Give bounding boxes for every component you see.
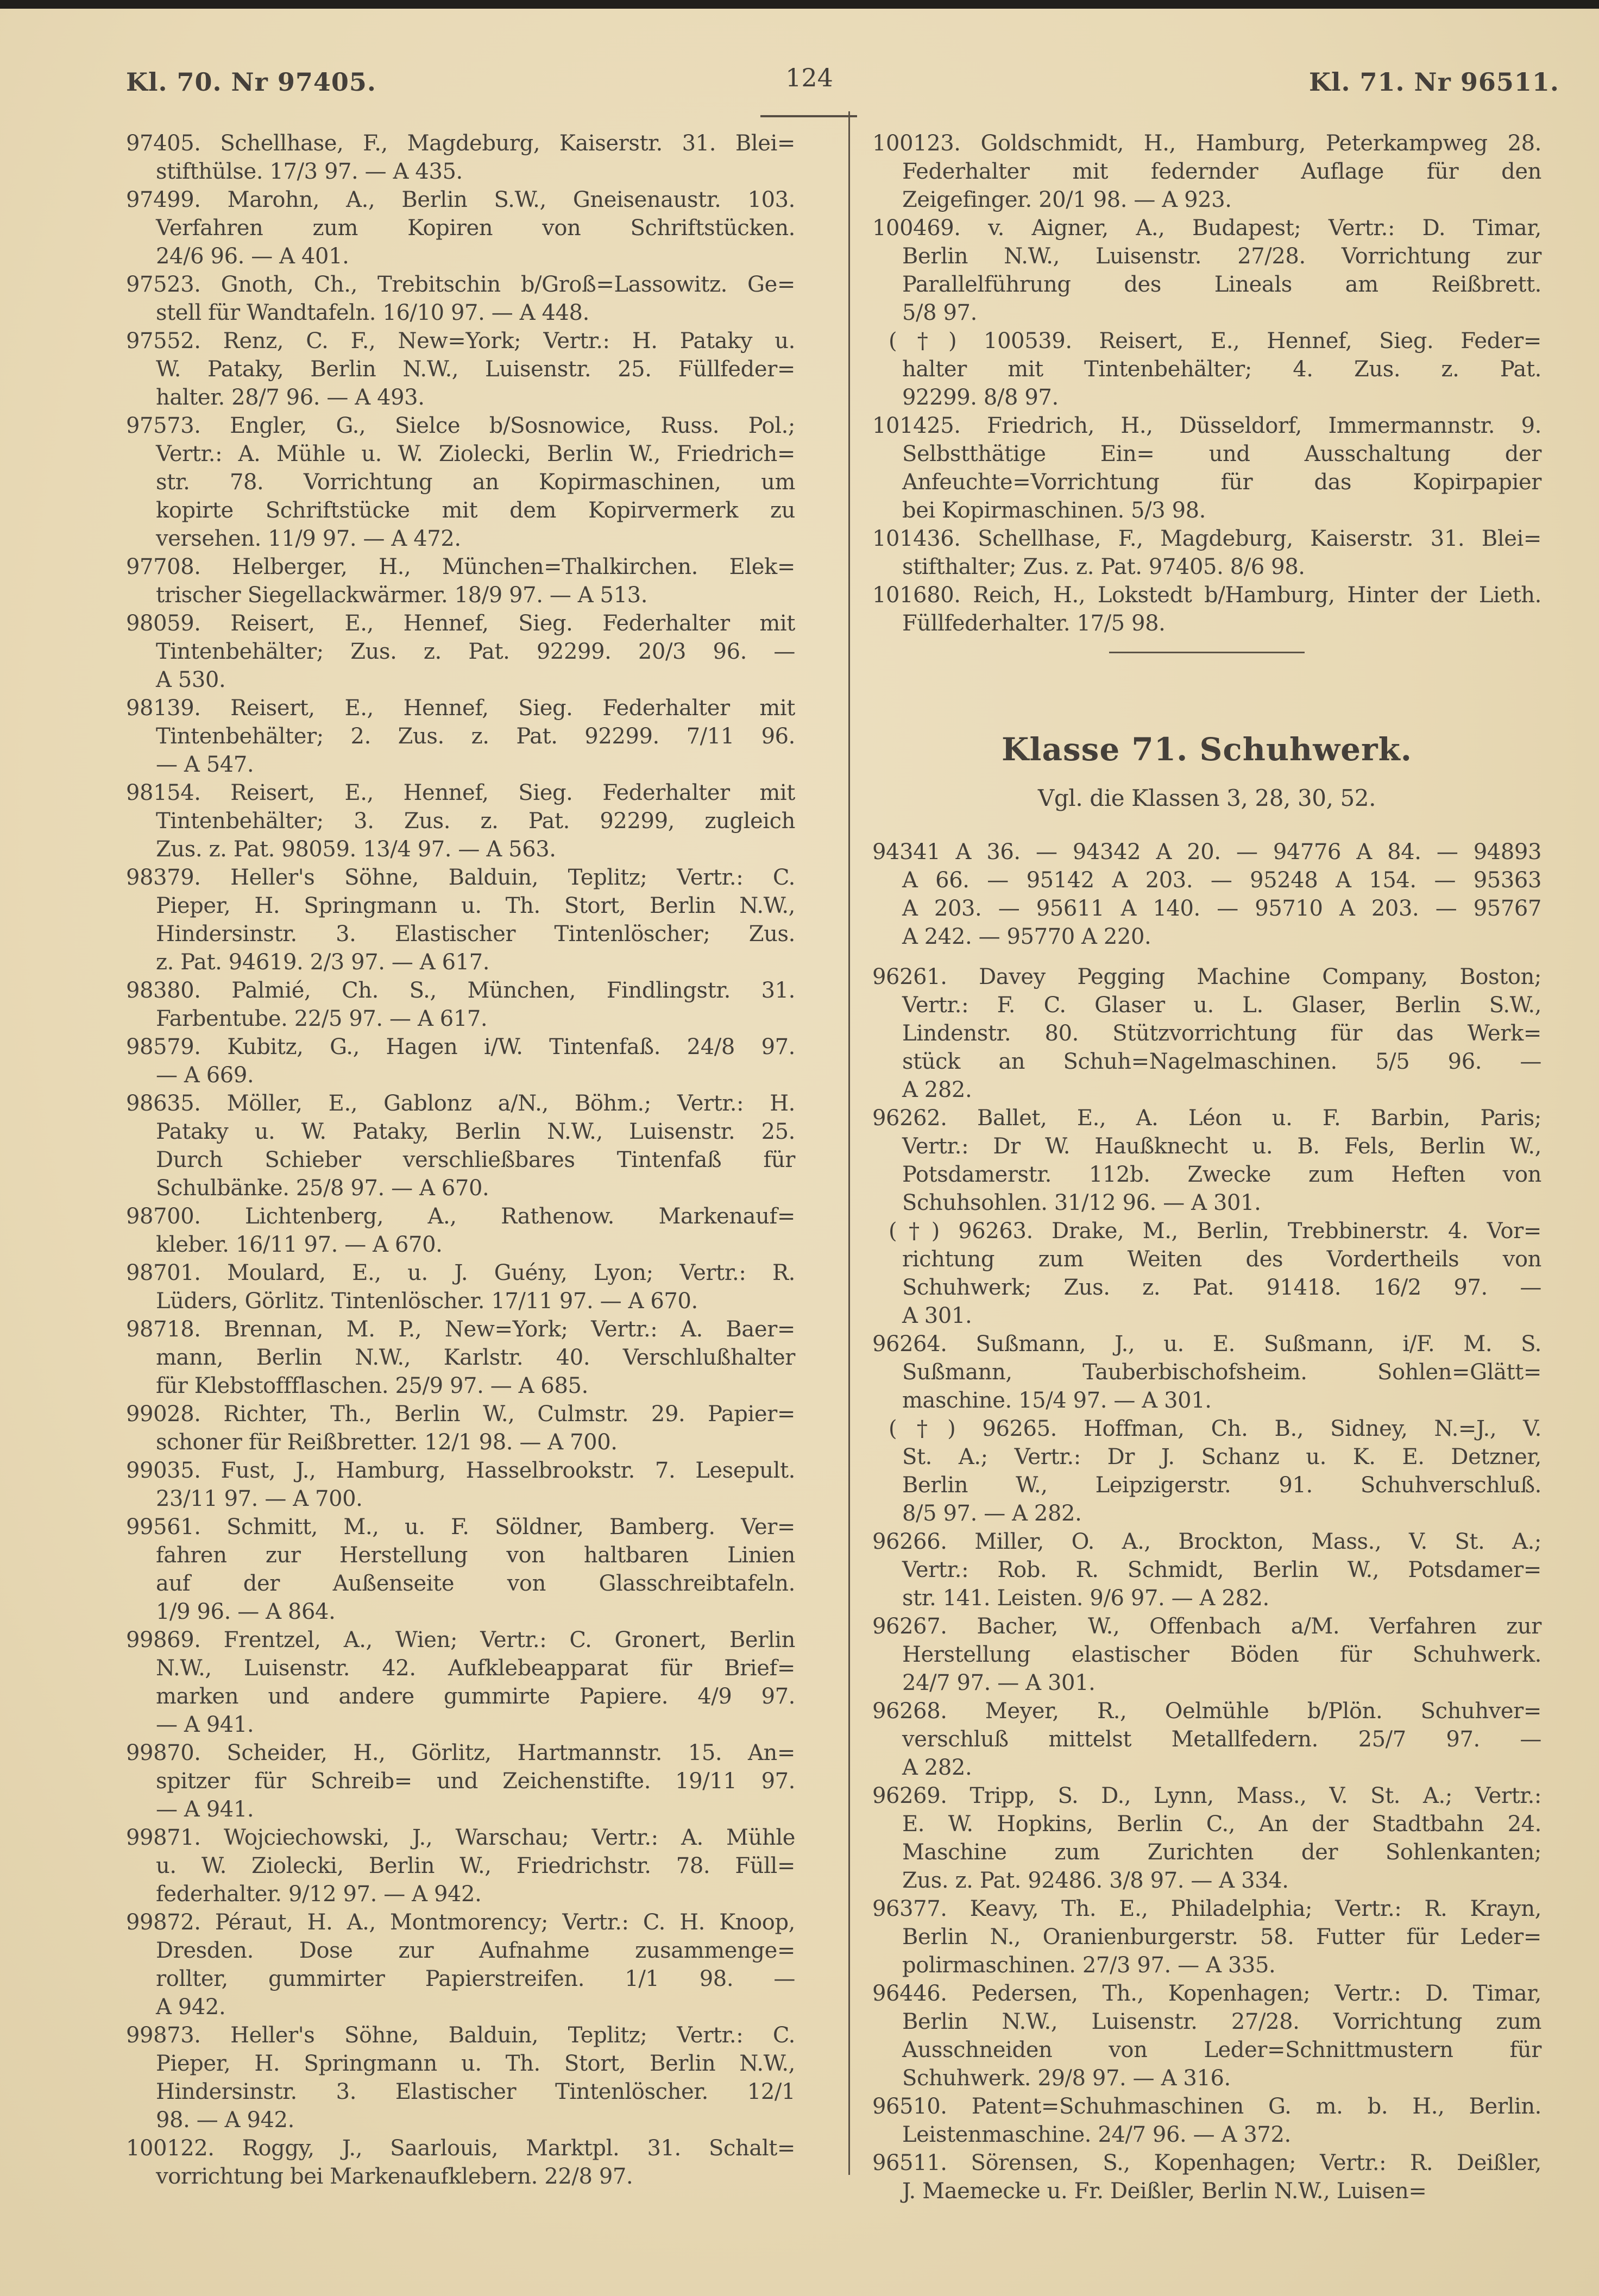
entry-line: spitzer für Schreib= und Zeichenstifte. 19/11 97. bbox=[156, 1769, 795, 1794]
entry-line: Schuhsohlen. 31/12 96. — A 301. bbox=[902, 1190, 1261, 1215]
entry-line: Lindenstr. 80. Stützvorrichtung für das Werk= bbox=[902, 1021, 1541, 1046]
entry-line: Pieper, H. Springmann u. Th. Stort, Berlin N.W., bbox=[156, 2051, 795, 2076]
entry-line: halter. 28/7 96. — A 493. bbox=[156, 385, 425, 410]
entry-line: Vertr.: Dr W. Haußknecht u. B. Fels, Berlin W., bbox=[902, 1134, 1541, 1159]
patent-entry bbox=[126, 976, 795, 1033]
patent-entry bbox=[126, 1513, 795, 1626]
entry-line: 98700. Lichtenberg, A., Rathenow. Markenauf= bbox=[126, 1204, 795, 1229]
entry-line: verschluß mittelst Metallfedern. 25/7 97. — bbox=[902, 1727, 1541, 1752]
patent-entry bbox=[126, 1824, 795, 1908]
entry-line: Lüders, Görlitz. Tintenlöscher. 17/11 97. — A 670. bbox=[156, 1289, 698, 1314]
entry-line: halter mit Tintenbehälter; 4. Zus. z. Pat. bbox=[902, 357, 1541, 382]
patent-entry bbox=[872, 214, 1541, 327]
entry-line: (†) 96265. Hoffman, Ch. B., Sidney, N.=J., V. bbox=[889, 1416, 1541, 1441]
patent-entry bbox=[872, 129, 1541, 214]
patent-entry bbox=[126, 779, 795, 863]
entry-line: 101680. Reich, H., Lokstedt b/Hamburg, Hinter der Lieth. bbox=[872, 583, 1541, 608]
column-divider-rule bbox=[848, 111, 850, 2175]
entry-line: Berlin N.W., Luisenstr. 27/28. Vorrichtung zum bbox=[902, 2009, 1541, 2034]
entry-line: 98718. Brennan, M. P., New=York; Vertr.: A. Baer= bbox=[126, 1317, 795, 1342]
patent-entry bbox=[126, 129, 795, 186]
entry-line: Vertr.: A. Mühle u. W. Ziolecki, Berlin W., Friedrich= bbox=[156, 441, 795, 466]
entry-line: 99870. Scheider, H., Görlitz, Hartmannstr. 15. An= bbox=[126, 1740, 795, 1765]
entry-line: 101425. Friedrich, H., Düsseldorf, Immermannstr. 9. bbox=[872, 413, 1541, 438]
entry-line: trischer Siegellackwärmer. 18/9 97. — A 513. bbox=[156, 583, 648, 608]
entry-line: N.W., Luisenstr. 42. Aufklebeapparat für Brief= bbox=[156, 1656, 795, 1681]
patent-entry bbox=[126, 1456, 795, 1513]
entry-line: Pataky u. W. Pataky, Berlin N.W., Luisenstr. 25. bbox=[156, 1119, 795, 1144]
entry-line: 98379. Heller's Söhne, Balduin, Teplitz; Vertr.: C. bbox=[126, 865, 795, 890]
entry-line: 96446. Pedersen, Th., Kopenhagen; Vertr.: D. Timar, bbox=[872, 1981, 1541, 2006]
entry-line: — A 941. bbox=[156, 1797, 254, 1822]
entry-line: 99869. Frentzel, A., Wien; Vertr.: C. Gronert, Berlin bbox=[126, 1628, 795, 1652]
entry-line: fahren zur Herstellung von haltbaren Linien bbox=[156, 1543, 795, 1568]
entry-line: 96266. Miller, O. A., Brockton, Mass., V. St. A.; bbox=[872, 1529, 1541, 1554]
patent-entry bbox=[872, 963, 1541, 1104]
entry-line: stell für Wandtafeln. 16/10 97. — A 448. bbox=[156, 300, 589, 325]
entry-line: Füllfederhalter. 17/5 98. bbox=[902, 611, 1166, 636]
entry-line: Pieper, H. Springmann u. Th. Stort, Berlin N.W., bbox=[156, 893, 795, 918]
entry-line: Berlin N., Oranienburgerstr. 58. Futter für Leder= bbox=[902, 1925, 1541, 1950]
entry-line: 100122. Roggy, J., Saarlouis, Marktpl. 31. Schalt= bbox=[126, 2136, 795, 2161]
entry-line: stück an Schuh=Nagelmaschinen. 5/5 96. — bbox=[902, 1049, 1541, 1074]
entry-line: 94341 A 36. — 94342 A 20. — 94776 A 84. — 94893 bbox=[872, 840, 1541, 865]
patent-entry bbox=[872, 1979, 1541, 2092]
entry-line: 99873. Heller's Söhne, Balduin, Teplitz; Vertr.: C. bbox=[126, 2023, 795, 2048]
patent-entry bbox=[872, 1104, 1541, 1217]
patent-entry bbox=[126, 1908, 795, 2021]
entry-line: Selbstthätige Ein= und Ausschaltung der bbox=[902, 441, 1541, 466]
patent-entry bbox=[872, 1415, 1541, 1528]
entry-line: 97523. Gnoth, Ch., Trebitschin b/Groß=Lassowitz. Ge= bbox=[126, 272, 795, 297]
entry-line: 101436. Schellhase, F., Magdeburg, Kaiserstr. 31. Blei= bbox=[872, 526, 1541, 551]
patent-entry bbox=[872, 2149, 1541, 2205]
entry-line: Berlin N.W., Luisenstr. 27/28. Vorrichtung zur bbox=[902, 244, 1541, 269]
entry-line: Schuhwerk; Zus. z. Pat. 91418. 16/2 97. — bbox=[902, 1275, 1541, 1300]
entry-line: Sußmann, Tauberbischofsheim. Sohlen=Glätt= bbox=[902, 1360, 1541, 1385]
patent-entry bbox=[126, 186, 795, 270]
number-refs bbox=[872, 838, 1541, 951]
patent-entry bbox=[126, 694, 795, 779]
entry-line: A 282. bbox=[902, 1077, 972, 1102]
entry-line: stifthülse. 17/3 97. — A 435. bbox=[156, 159, 463, 184]
entry-line: Vertr.: Rob. R. Schmidt, Berlin W., Potsdamer= bbox=[902, 1557, 1541, 1582]
page-number-underline bbox=[760, 115, 857, 117]
entry-line: Zus. z. Pat. 92486. 3/8 97. — A 334. bbox=[902, 1868, 1289, 1893]
entry-line: Leistenmaschine. 24/7 96. — A 372. bbox=[902, 2122, 1291, 2147]
entry-line: Tintenbehälter; 2. Zus. z. Pat. 92299. 7/11 96. bbox=[156, 724, 795, 749]
entry-line: auf der Außenseite von Glasschreibtafeln. bbox=[156, 1571, 795, 1596]
entry-line: Tintenbehälter; 3. Zus. z. Pat. 92299, zugleich bbox=[156, 809, 795, 834]
entry-line: (†) 100539. Reisert, E., Hennef, Sieg. Feder= bbox=[889, 329, 1541, 354]
entry-line: 5/8 97. bbox=[902, 300, 977, 325]
running-header-left: Kl. 70. Nr 97405. bbox=[126, 67, 376, 97]
entry-line: bei Kopirmaschinen. 5/3 98. bbox=[902, 498, 1206, 523]
entry-line: 97708. Helberger, H., München=Thalkirchen. Elek= bbox=[126, 554, 795, 579]
entry-line: Federhalter mit federnder Auflage für den bbox=[902, 159, 1541, 184]
entry-line: 1/9 96. — A 864. bbox=[156, 1599, 336, 1624]
patent-entry bbox=[126, 2134, 795, 2191]
entry-line: Potsdamerstr. 112b. Zwecke zum Heften von bbox=[902, 1162, 1541, 1187]
entry-line: A 942. bbox=[156, 1995, 226, 2020]
entry-line: mann, Berlin N.W., Karlstr. 40. Verschlußhalter bbox=[156, 1345, 795, 1370]
entry-line: A 203. — 95611 A 140. — 95710 A 203. — 95767 bbox=[902, 896, 1541, 921]
entry-line: — A 547. bbox=[156, 752, 254, 777]
entry-line: kopirte Schriftstücke mit dem Kopirvermerk zu bbox=[156, 498, 795, 523]
entry-line: Dresden. Dose zur Aufnahme zusammenge= bbox=[156, 1938, 795, 1963]
patent-entry bbox=[126, 609, 795, 694]
patent-entry bbox=[872, 1330, 1541, 1415]
patent-entry bbox=[126, 1033, 795, 1089]
patent-entry bbox=[872, 1528, 1541, 1612]
entry-line: str. 141. Leisten. 9/6 97. — A 282. bbox=[902, 1586, 1269, 1611]
patent-entry bbox=[126, 2021, 795, 2134]
patent-entry bbox=[126, 1089, 795, 1202]
entry-line: W. Pataky, Berlin N.W., Luisenstr. 25. Füllfeder= bbox=[156, 357, 795, 382]
entry-line: 96268. Meyer, R., Oelmühle b/Plön. Schuhver= bbox=[872, 1699, 1541, 1724]
entry-line: Schuhwerk. 29/8 97. — A 316. bbox=[902, 2066, 1231, 2091]
entry-line: 96377. Keavy, Th. E., Philadelphia; Vertr.: R. Krayn, bbox=[872, 1896, 1541, 1921]
entry-line: 98380. Palmié, Ch. S., München, Findlingstr. 31. bbox=[126, 978, 795, 1003]
entry-line: kleber. 16/11 97. — A 670. bbox=[156, 1232, 443, 1257]
entry-line: 98139. Reisert, E., Hennef, Sieg. Federhalter mit bbox=[126, 696, 795, 721]
patent-entry bbox=[126, 412, 795, 553]
patent-entry bbox=[872, 525, 1541, 581]
patent-entry bbox=[872, 327, 1541, 412]
entry-line: Farbentube. 22/5 97. — A 617. bbox=[156, 1006, 488, 1031]
patent-entry bbox=[126, 1400, 795, 1456]
entry-line: Verfahren zum Kopiren von Schriftstücken. bbox=[156, 216, 795, 241]
entry-line: z. Pat. 94619. 2/3 97. — A 617. bbox=[156, 950, 490, 975]
entry-line: vorrichtung bei Markenaufklebern. 22/8 97. bbox=[156, 2164, 633, 2189]
entry-line: St. A.; Vertr.: Dr J. Schanz u. K. E. Detzner, bbox=[902, 1445, 1541, 1469]
entry-line: A 66. — 95142 A 203. — 95248 A 154. — 95363 bbox=[902, 868, 1541, 893]
entry-line: für Klebstoffflaschen. 25/9 97. — A 685. bbox=[156, 1373, 588, 1398]
patent-entry bbox=[872, 412, 1541, 525]
entry-line: A 242. — 95770 A 220. bbox=[902, 924, 1151, 949]
class-71-subheading: Vgl. die Klassen 3, 28, 30, 52. bbox=[1037, 785, 1376, 811]
entry-line: Ausschneiden von Leder=Schnittmustern für bbox=[902, 2038, 1541, 2062]
entry-line: 96262. Ballet, E., A. Léon u. F. Barbin, Paris; bbox=[872, 1106, 1541, 1131]
entry-line: u. W. Ziolecki, Berlin W., Friedrichstr. 78. Füll= bbox=[156, 1853, 795, 1878]
running-header-right: Kl. 71. Nr 96511. bbox=[1309, 67, 1559, 97]
entry-line: Zus. z. Pat. 98059. 13/4 97. — A 563. bbox=[156, 837, 556, 862]
right-column bbox=[872, 129, 1541, 2205]
patent-entry bbox=[126, 1739, 795, 1824]
entry-line: marken und andere gummirte Papiere. 4/9 97. bbox=[156, 1684, 795, 1709]
entry-line: Anfeuchte=Vorrichtung für das Kopirpapier bbox=[902, 470, 1541, 495]
class-71-entries bbox=[872, 963, 1541, 2205]
patent-entry bbox=[126, 327, 795, 412]
entry-line: polirmaschinen. 27/3 97. — A 335. bbox=[902, 1953, 1276, 1978]
patent-entry bbox=[872, 838, 1541, 951]
page-number: 124 bbox=[785, 63, 833, 92]
patent-entry bbox=[126, 863, 795, 976]
entry-line: Zeigefinger. 20/1 98. — A 923. bbox=[902, 187, 1232, 212]
scan-top-edge bbox=[0, 0, 1599, 9]
entry-line: str. 78. Vorrichtung an Kopirmaschinen, um bbox=[156, 470, 795, 495]
entry-line: 96511. Sörensen, S., Kopenhagen; Vertr.: R. Deißler, bbox=[872, 2150, 1541, 2175]
entry-line: 23/11 97. — A 700. bbox=[156, 1486, 363, 1511]
entry-line: 97499. Marohn, A., Berlin S.W., Gneisenaustr. 103. bbox=[126, 187, 795, 212]
entry-line: 96264. Sußmann, J., u. E. Sußmann, i/F. M. S. bbox=[872, 1332, 1541, 1357]
entry-line: maschine. 15/4 97. — A 301. bbox=[902, 1388, 1212, 1413]
patent-entry bbox=[872, 2092, 1541, 2149]
entry-line: Hindersinstr. 3. Elastischer Tintenlöscher. 12/1 bbox=[156, 2079, 795, 2104]
right-column-top-entries bbox=[872, 129, 1541, 638]
entry-line: E. W. Hopkins, Berlin C., An der Stadtbahn 24. bbox=[902, 1812, 1541, 1837]
entry-line: — A 669. bbox=[156, 1063, 254, 1088]
entry-line: 97405. Schellhase, F., Magdeburg, Kaiserstr. 31. Blei= bbox=[126, 131, 795, 156]
entry-line: A 282. bbox=[902, 1755, 972, 1780]
entry-line: 96267. Bacher, W., Offenbach a/M. Verfahren zur bbox=[872, 1614, 1541, 1639]
section-separator-rule bbox=[1109, 652, 1305, 653]
patent-entry bbox=[872, 1895, 1541, 1979]
patent-entry bbox=[126, 1259, 795, 1315]
entry-line: 98635. Möller, E., Gablonz a/N., Böhm.; Vertr.: H. bbox=[126, 1091, 795, 1116]
entry-line: stifthalter; Zus. z. Pat. 97405. 8/6 98. bbox=[902, 554, 1305, 579]
left-column-entries bbox=[126, 129, 795, 2191]
left-column bbox=[126, 129, 795, 2191]
entry-line: J. Maemecke u. Fr. Deißler, Berlin N.W., Luisen= bbox=[902, 2179, 1427, 2204]
patent-entry bbox=[872, 1217, 1541, 1330]
patent-entry bbox=[872, 1697, 1541, 1782]
patent-entry bbox=[126, 553, 795, 609]
entry-line: 99561. Schmitt, M., u. F. Söldner, Bamberg. Ver= bbox=[126, 1515, 795, 1540]
entry-line: Hindersinstr. 3. Elastischer Tintenlöscher; Zus. bbox=[156, 922, 795, 947]
entry-line: A 301. bbox=[902, 1303, 972, 1328]
patent-entry bbox=[126, 270, 795, 327]
entry-line: 96510. Patent=Schuhmaschinen G. m. b. H., Berlin. bbox=[872, 2094, 1541, 2119]
entry-line: 98154. Reisert, E., Hennef, Sieg. Federhalter mit bbox=[126, 780, 795, 805]
entry-line: 98579. Kubitz, G., Hagen i/W. Tintenfaß. 24/8 97. bbox=[126, 1035, 795, 1059]
patent-entry bbox=[872, 1782, 1541, 1895]
entry-line: richtung zum Weiten des Vordertheils von bbox=[902, 1247, 1541, 1272]
entry-line: Berlin W., Leipzigerstr. 91. Schuhverschluß. bbox=[902, 1473, 1541, 1498]
patent-entry bbox=[872, 1612, 1541, 1697]
entry-line: Schulbänke. 25/8 97. — A 670. bbox=[156, 1176, 489, 1201]
entry-line: (†) 96263. Drake, M., Berlin, Trebbinerstr. 4. Vor= bbox=[889, 1219, 1541, 1244]
entry-line: Vertr.: F. C. Glaser u. L. Glaser, Berlin S.W., bbox=[902, 993, 1541, 1018]
entry-line: 99028. Richter, Th., Berlin W., Culmstr. 29. Papier= bbox=[126, 1402, 795, 1427]
entry-line: Durch Schieber verschließbares Tintenfaß für bbox=[156, 1147, 795, 1172]
entry-line: federhalter. 9/12 97. — A 942. bbox=[156, 1882, 482, 1907]
entry-line: 100123. Goldschmidt, H., Hamburg, Peterkampweg 28. bbox=[872, 131, 1541, 156]
entry-line: — A 941. bbox=[156, 1712, 254, 1737]
class-71-heading: Klasse 71. Schuhwerk. bbox=[1002, 731, 1412, 768]
entry-line: 100469. v. Aigner, A., Budapest; Vertr.: D. Timar, bbox=[872, 216, 1541, 241]
entry-line: Tintenbehälter; Zus. z. Pat. 92299. 20/3 96. — bbox=[156, 639, 795, 664]
entry-line: 99871. Wojciechowski, J., Warschau; Vertr.: A. Mühle bbox=[126, 1825, 795, 1850]
entry-line: Parallelführung des Lineals am Reißbrett. bbox=[902, 272, 1541, 297]
entry-line: 97552. Renz, C. F., New=York; Vertr.: H. Pataky u. bbox=[126, 329, 795, 354]
patent-entry bbox=[872, 581, 1541, 638]
patent-entry bbox=[126, 1626, 795, 1739]
entry-line: 98. — A 942. bbox=[156, 2108, 294, 2133]
patent-entry bbox=[126, 1202, 795, 1259]
entry-line: 24/7 97. — A 301. bbox=[902, 1670, 1096, 1695]
entry-line: Herstellung elastischer Böden für Schuhwerk. bbox=[902, 1642, 1541, 1667]
entry-line: 98701. Moulard, E., u. J. Guény, Lyon; Vertr.: R. bbox=[126, 1260, 795, 1285]
entry-line: 99035. Fust, J., Hamburg, Hasselbrookstr. 7. Lesepult. bbox=[126, 1458, 795, 1483]
entry-line: 96261. Davey Pegging Machine Company, Boston; bbox=[872, 964, 1541, 989]
entry-line: 97573. Engler, G., Sielce b/Sosnowice, Russ. Pol.; bbox=[126, 413, 795, 438]
entry-line: rollter, gummirter Papierstreifen. 1/1 98. — bbox=[156, 1966, 795, 1991]
entry-line: Maschine zum Zurichten der Sohlenkanten; bbox=[902, 1840, 1541, 1865]
entry-line: 98059. Reisert, E., Hennef, Sieg. Federhalter mit bbox=[126, 611, 795, 636]
entry-line: 8/5 97. — A 282. bbox=[902, 1501, 1082, 1526]
entry-line: schoner für Reißbretter. 12/1 98. — A 700. bbox=[156, 1430, 618, 1455]
entry-line: 99872. Péraut, H. A., Montmorency; Vertr.: C. H. Knoop, bbox=[126, 1910, 795, 1935]
patent-entry bbox=[126, 1315, 795, 1400]
entry-line: 92299. 8/8 97. bbox=[902, 385, 1059, 410]
entry-line: 24/6 96. — A 401. bbox=[156, 244, 349, 269]
entry-line: A 530. bbox=[156, 667, 226, 692]
entry-line: 96269. Tripp, S. D., Lynn, Mass., V. St. A.; Vertr.: bbox=[872, 1783, 1541, 1808]
entry-line: versehen. 11/9 97. — A 472. bbox=[156, 526, 461, 551]
